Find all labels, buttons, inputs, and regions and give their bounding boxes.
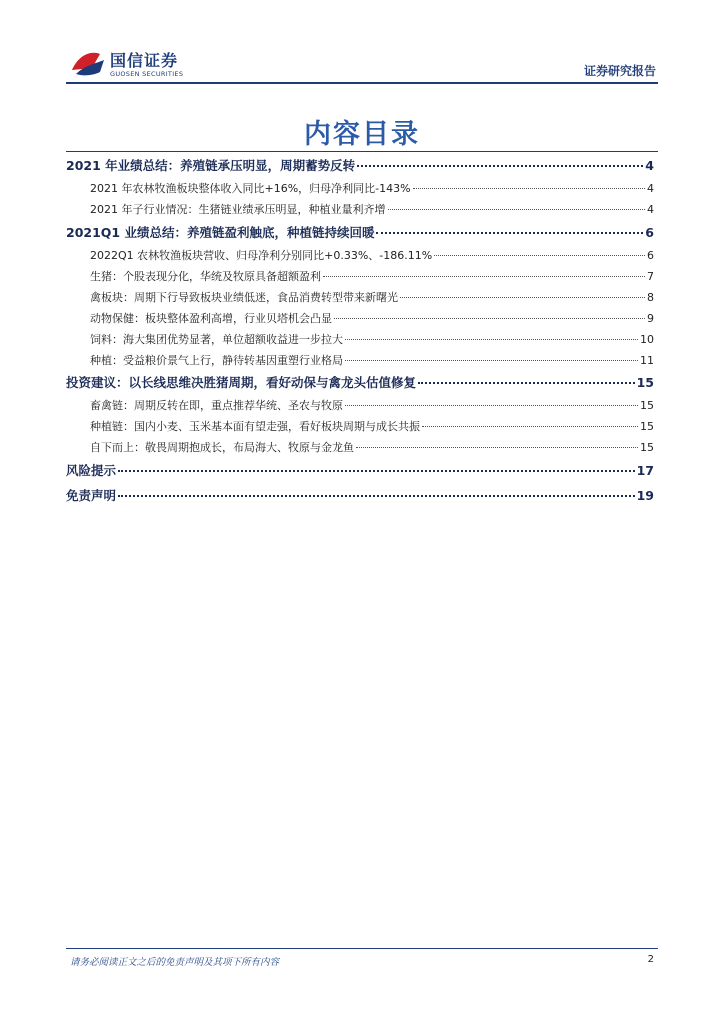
footer-disclaimer: 请务必阅读正文之后的免责声明及其项下所有内容: [70, 957, 280, 968]
toc-entry-title: 种植链：国内小麦、玉米基本面有望走强，看好板块周期与成长共振: [90, 420, 420, 433]
toc-entry-title: 畜禽链：周期反转在即，重点推荐华统、圣农与牧原: [90, 399, 343, 412]
toc-leader-dots: [345, 405, 638, 406]
toc-entry-title: 2021 年业绩总结：养殖链承压明显，周期蓄势反转: [66, 158, 356, 173]
toc-entry-page: 10: [640, 333, 654, 346]
toc-entry-title: 饲料：海大集团优势显著，单位超额收益进一步拉大: [90, 333, 343, 346]
toc-entry-page: 7: [647, 270, 654, 283]
toc-leader-dots: [357, 165, 643, 167]
toc-entry[interactable]: [90, 268, 654, 284]
logo-text-en: GUOSEN SECURITIES: [110, 70, 184, 78]
toc-title-divider: [66, 151, 658, 152]
toc-entry-title: 动物保健：板块整体盈利高增，行业贝塔机会凸显: [90, 312, 332, 325]
toc-entry-page: 6: [647, 249, 654, 262]
toc-entry-page: 6: [645, 225, 654, 240]
toc-entry[interactable]: [66, 461, 654, 479]
toc-entry[interactable]: [90, 247, 654, 263]
toc-entry[interactable]: [90, 397, 654, 413]
toc-leader-dots: [413, 188, 645, 189]
toc-entry-page: 15: [636, 375, 654, 390]
toc-leader-dots: [434, 255, 645, 256]
toc-entry-title: 免责声明: [66, 488, 117, 503]
report-type-label: 证券研究报告: [583, 64, 656, 78]
toc-leader-dots: [418, 382, 635, 384]
toc-entry[interactable]: [90, 352, 654, 368]
toc-entry-page: 15: [640, 399, 654, 412]
footer-divider: [66, 948, 658, 949]
toc-entry[interactable]: [90, 439, 654, 455]
toc-leader-dots: [400, 297, 645, 298]
toc-leader-dots: [323, 276, 645, 277]
toc-entry[interactable]: [90, 418, 654, 434]
toc-entry[interactable]: [90, 331, 654, 347]
logo-text-cn: 国信证券: [110, 51, 179, 70]
toc-leader-dots: [334, 318, 645, 319]
toc-entry-title: 投资建议：以长线思维决胜猪周期，看好动保与禽龙头估值修复: [66, 375, 417, 390]
toc-entry-title: 2021 年子行业情况：生猪链业绩承压明显，种植业量利齐增: [90, 203, 386, 216]
toc-entry-title: 2021 年农林牧渔板块整体收入同比+16%，归母净利同比-143%: [90, 182, 411, 195]
toc-leader-dots: [345, 339, 638, 340]
toc-entry-title: 禽板块：周期下行导致板块业绩低迷，食品消费转型带来新曙光: [90, 291, 398, 304]
guosen-logo: [70, 46, 220, 86]
toc-entry-title: 2022Q1 农林牧渔板块营收、归母净利分别同比+0.33%、-186.11%: [90, 249, 433, 262]
toc-entry-page: 8: [647, 291, 654, 304]
toc-entry-page: 17: [636, 463, 654, 478]
page-header: [0, 0, 724, 90]
toc-entry-page: 15: [640, 420, 654, 433]
toc-leader-dots: [118, 495, 635, 497]
toc-leader-dots: [345, 360, 638, 361]
toc-leader-dots: [388, 209, 646, 210]
toc-leader-dots: [376, 232, 643, 234]
toc-entry[interactable]: [90, 180, 654, 196]
header-divider: [66, 82, 658, 84]
toc-entry[interactable]: [66, 486, 654, 504]
toc-entry-page: 4: [647, 203, 654, 216]
toc-entry-page: 19: [636, 488, 654, 503]
toc-entry[interactable]: [90, 289, 654, 305]
toc-entry-page: 11: [640, 354, 654, 367]
toc-title: 内容目录: [304, 119, 420, 150]
toc-entry[interactable]: [90, 201, 654, 217]
toc-entry-page: 15: [640, 441, 654, 454]
toc-entry-title: 生猪：个股表现分化，华统及牧原具备超额盈利: [90, 270, 321, 283]
page-number: 2: [647, 954, 654, 965]
toc-entry[interactable]: [66, 223, 654, 241]
toc-leader-dots: [118, 470, 635, 472]
guosen-logo-icon: [70, 48, 106, 78]
toc-leader-dots: [356, 447, 638, 448]
toc-entry[interactable]: [66, 373, 654, 391]
toc-entry-title: 种植：受益粮价景气上行，静待转基因重塑行业格局: [90, 354, 343, 367]
toc-entry-title: 风险提示: [66, 463, 117, 478]
toc-entry-page: 9: [647, 312, 654, 325]
toc-entry-title: 2021Q1 业绩总结：养殖链盈利触底，种植链持续回暖: [66, 225, 375, 240]
toc-entry-page: 4: [645, 158, 654, 173]
toc-leader-dots: [422, 426, 638, 427]
toc-entry-page: 4: [647, 182, 654, 195]
toc-entry[interactable]: [66, 156, 654, 174]
toc-entry-title: 自下而上：敬畏周期抱成长，布局海大、牧原与金龙鱼: [90, 441, 354, 454]
toc-entry[interactable]: [90, 310, 654, 326]
